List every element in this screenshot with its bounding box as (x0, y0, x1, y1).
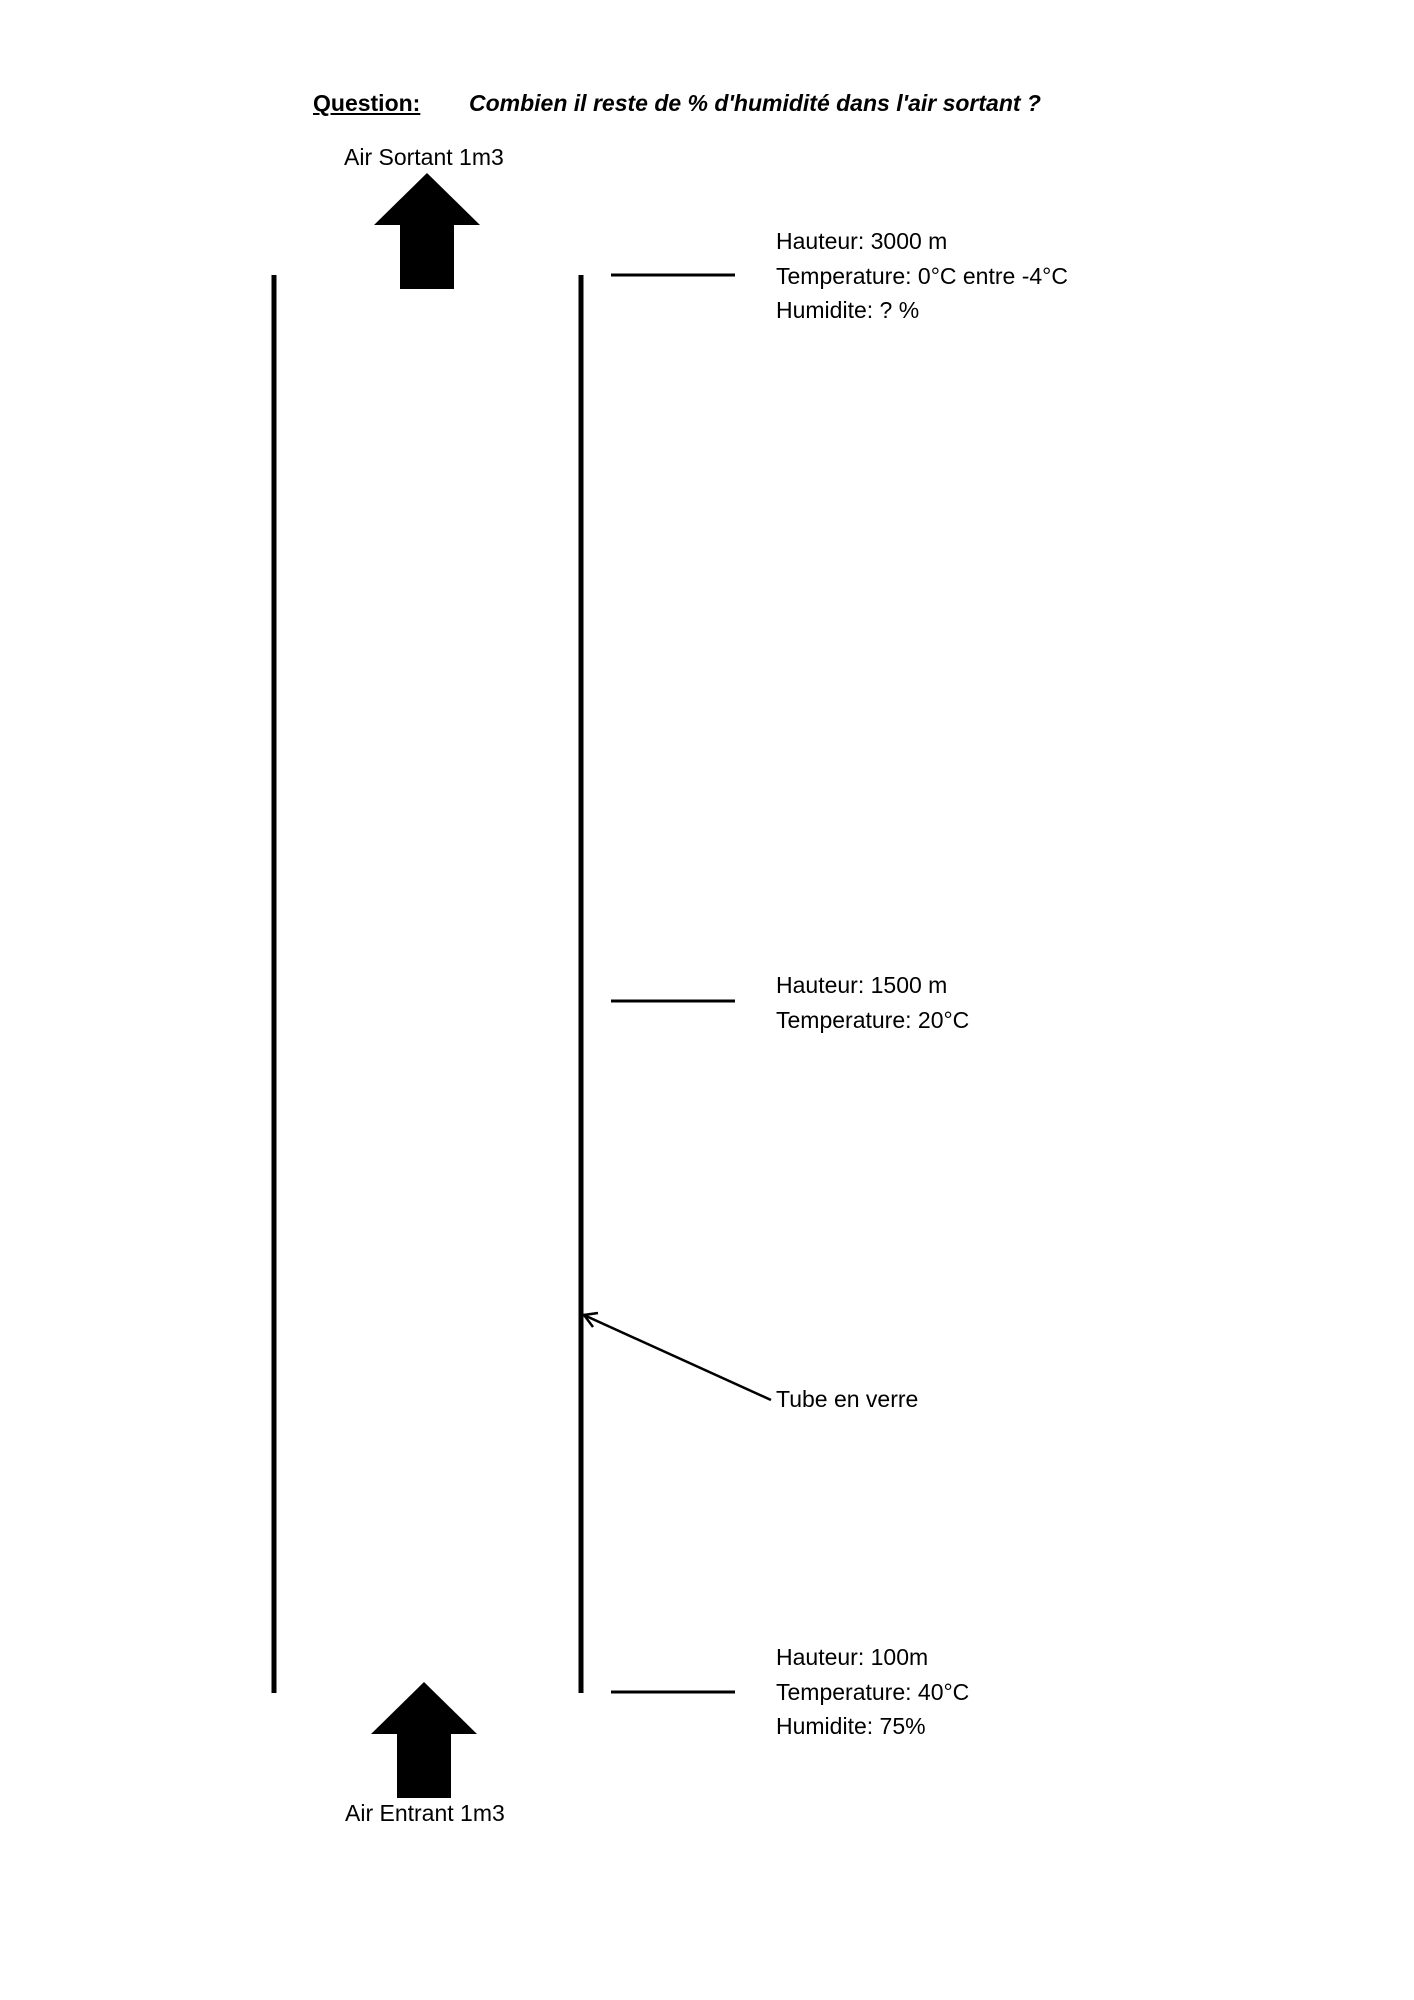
bottom-humidite: Humidite: 75% (776, 1713, 926, 1739)
tube-label: Tube en verre (776, 1386, 919, 1412)
air-out-label: Air Sortant 1m3 (344, 144, 504, 170)
question-label: Question: (313, 90, 421, 116)
question-text: Combien il reste de % d'humidité dans l'air sortant ? (469, 90, 1041, 116)
level-info-bottom (776, 1640, 969, 1744)
middle-hauteur: Hauteur: 1500 m (776, 972, 948, 998)
air-out-arrow-icon (374, 173, 480, 289)
level-info-top (776, 224, 1068, 328)
air-in-label: Air Entrant 1m3 (345, 1800, 505, 1826)
bottom-hauteur: Hauteur: 100m (776, 1644, 929, 1670)
bottom-temperature: Temperature: 40°C (776, 1678, 970, 1705)
level-info-middle (776, 968, 969, 1037)
top-temperature: Temperature: 0°C entre -4°C (776, 262, 1068, 289)
tube-pointer-line (586, 1316, 771, 1400)
middle-temperature: Temperature: 20°C (776, 1006, 970, 1033)
top-humidite: Humidite: ? % (776, 297, 920, 323)
air-in-arrow-icon (371, 1682, 477, 1798)
top-hauteur: Hauteur: 3000 m (776, 228, 948, 254)
